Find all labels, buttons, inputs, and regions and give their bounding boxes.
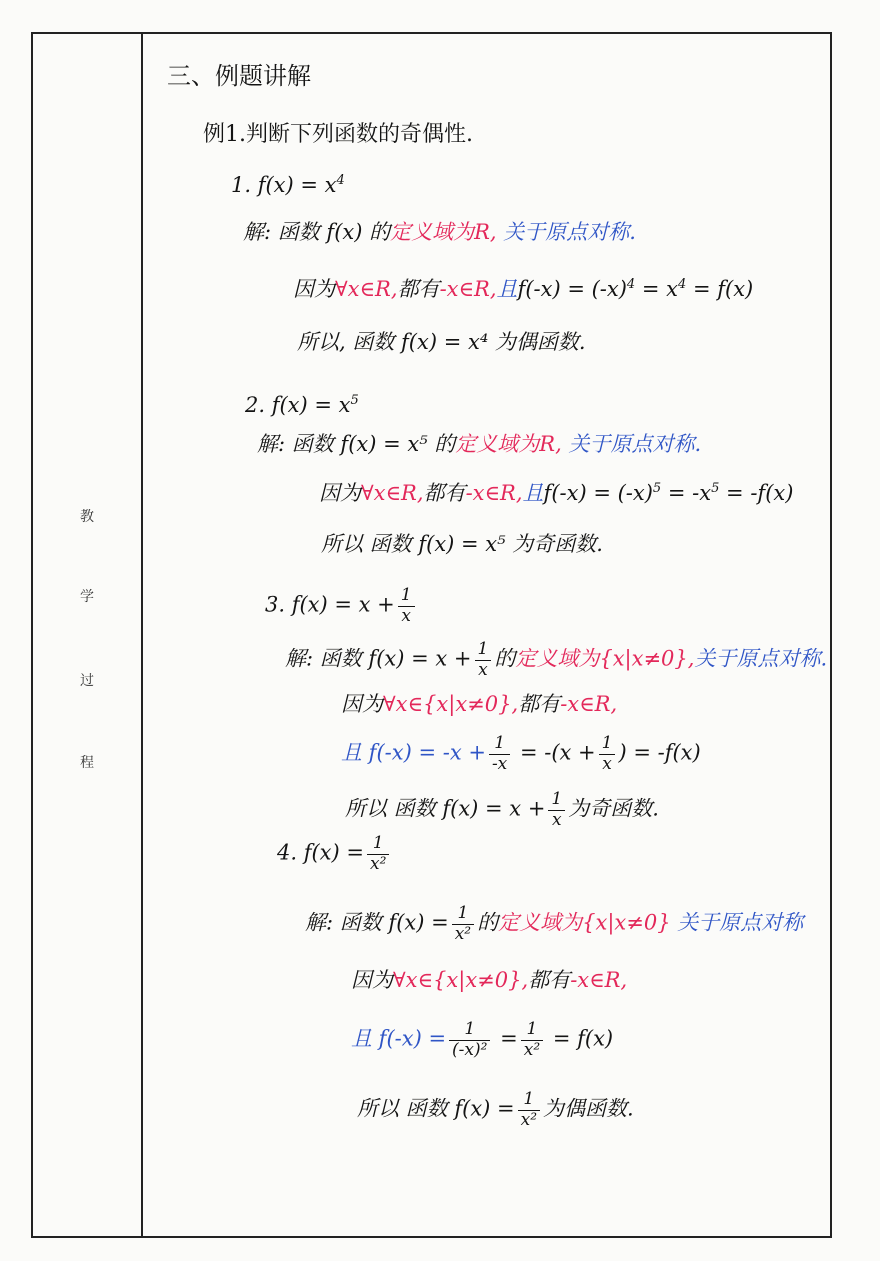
fraction: $\frac{1}{\text{(-x)²}}$	[449, 1020, 490, 1060]
fraction: $\frac{1}{x}$	[599, 734, 616, 774]
fraction: $\frac{1}{x}$	[475, 640, 492, 680]
problem-4-reasoning: 因为∀x∈{x|x≠0},都有-x∈R,	[351, 968, 628, 992]
label-char: 教	[80, 509, 94, 525]
example-intro: 例1.判断下列函数的奇偶性.	[203, 122, 473, 147]
fraction: $\frac{1}{x}$	[548, 790, 565, 830]
problem-3-title: 3. f(x) = x + $\frac{1}{x}$	[265, 586, 418, 626]
problem-4-derivation: 且 f(-x) = $\frac{1}{\text{(-x)²}}$ = $\frac{1}{\text{x²}}$ = f(x)	[351, 1019, 614, 1060]
section-title: 三、例题讲解	[167, 62, 311, 90]
handwritten-notes	[145, 34, 830, 1236]
problem-1-title: 1. $f(x) = x^4$	[231, 173, 345, 197]
fraction: $\frac{1}{\text{x²}}$	[367, 834, 389, 874]
problem-1-solution-intro: 解: 函数 f(x) 的定义域为R, 关于原点对称.	[243, 220, 636, 244]
label-char: 学	[80, 589, 94, 605]
problem-1-conclusion: 所以, 函数 f(x) = x⁴ 为偶函数.	[297, 330, 586, 354]
problem-2-reasoning: 因为∀x∈R,都有-x∈R,且$f(-x) = (-x)^5 = -x^5 = -f(x)$	[319, 481, 794, 505]
fraction: $\frac{1}{-x}$	[489, 734, 510, 774]
problem-2-solution-intro: 解: 函数 f(x) = x⁵ 的定义域为R, 关于原点对称.	[257, 432, 702, 456]
problem-3-solution-intro: 解: 函数 f(x) = x + $\frac{1}{x}$ 的定义域为{x|x≠0},关于原点对称.	[285, 639, 828, 680]
fraction: $\frac{1}{\text{x²}}$	[521, 1020, 543, 1060]
problem-4-solution-intro: 解: 函数 f(x) = $\frac{1}{\text{x²}}$ 的定义域为{x|x≠0} 关于原点对称	[305, 903, 804, 944]
fraction: $\frac{1}{x}$	[398, 586, 415, 626]
problem-4-conclusion: 所以 函数 f(x) = $\frac{1}{\text{x²}}$ 为偶函数.	[357, 1089, 634, 1130]
problem-3-conclusion: 所以 函数 f(x) = x + $\frac{1}{x}$ 为奇函数.	[345, 789, 659, 830]
problem-4-title: 4. f(x) = $\frac{1}{\text{x²}}$	[277, 834, 392, 874]
problem-3-derivation: 且 f(-x) = -x + $\frac{1}{-x}$ = -(x + $\frac{1}{x}$ ) = -f(x)	[341, 733, 701, 774]
fraction: $\frac{1}{\text{x²}}$	[452, 904, 474, 944]
label-char: 程	[80, 755, 94, 771]
label-char: 过	[80, 673, 94, 689]
lesson-table	[31, 32, 832, 1238]
fraction: $\frac{1}{\text{x²}}$	[518, 1090, 540, 1130]
problem-1-reasoning: 因为∀x∈R,都有-x∈R,且$f(-x) = (-x)^4 = x^4 = f(x)$	[293, 277, 754, 301]
row-label-column	[33, 34, 143, 1236]
problem-2-conclusion: 所以 函数 f(x) = x⁵ 为奇函数.	[321, 532, 603, 556]
problem-3-reasoning: 因为∀x∈{x|x≠0},都有-x∈R,	[341, 692, 618, 716]
problem-2-title: 2. $f(x) = x^5$	[245, 393, 359, 417]
